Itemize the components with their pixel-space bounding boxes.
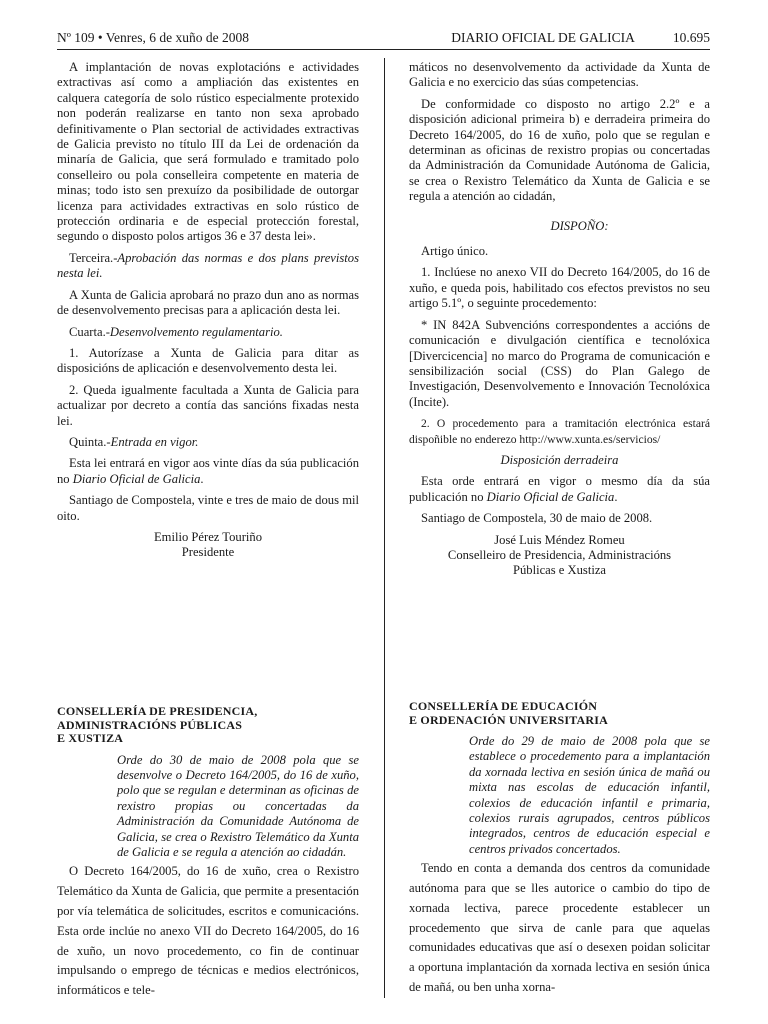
article-heading: Artigo único. xyxy=(421,244,489,259)
order-paragraph-1: O Decreto 164/2005, do 16 de xuño, crea o Rexistro Telemático da Xunta de Galicia, que permite a presentación por vía telemática de solicitudes, escritos e comunicacións. Esta orde inclúe no anexo VII do Decreto 164/2005, do 16 de xuño, un novo procedemento, co fin de continuar impulsando o emprego de técnicas e medios electrónicos, informáticos e tele- xyxy=(57,864,359,998)
journal-title: DIARIO OFICIAL DE GALICIA xyxy=(451,30,635,45)
place-date-2: Santiago de Compostela, 30 de maio de 2008. xyxy=(421,511,653,526)
heading-line-1: CONSELLERÍA DE PRESIDENCIA, xyxy=(57,704,258,718)
left-column-bottom xyxy=(57,705,359,1007)
signature-block xyxy=(57,530,359,561)
order-paragraph-2: De conformidade co disposto no artigo 2.2º e a disposición adicional primeira b) e derradeira primeira do Decreto 164/2005, do 16 de xuño, polo que se regulan e determinan as oficinas de rexistro propias ou concertadas da Administración da Comunidade Autónoma de Galicia, se crea o Rexistro Telemático da Xunta de Galicia e se regula a atención ao cidadán, xyxy=(409,96,710,204)
signatory-name: Emilio Pérez Touriño xyxy=(153,529,262,544)
right-column-top xyxy=(409,60,710,579)
order-paragraph-edu-1: Tendo en conta a demanda dos centros da comunidade autónoma para que se lles autorice o cambio do tipo de xornada lectiva, parece procedente establecer un procedemento que sirva de canle para que aquelas comunidades educativas que así o desexen poidan solicitar a oportuna implantación da xornada lectiva en sesión única de mañá, ou ben unha xorna- xyxy=(409,861,710,995)
heading-line-3: E XUSTIZA xyxy=(57,731,124,745)
signatory-name-2: José Luis Méndez Romeu xyxy=(494,532,625,547)
law-paragraph-2: A Xunta de Galicia aprobará no prazo dun ano as normas de desenvolvemento precisas para a aplicación desta lei. xyxy=(57,287,359,318)
section-heading-presidencia xyxy=(57,705,359,746)
law-paragraph-3: 1. Autorízase a Xunta de Galicia para ditar as disposicións de aplicación e desenvolvemento desta lei. xyxy=(57,345,359,376)
quinta-label: Quinta.- xyxy=(69,434,111,449)
left-column-top xyxy=(57,60,359,561)
heading-line-2: ADMINISTRACIÓNS PÚBLICAS xyxy=(57,717,243,732)
signatory-role-line-2: Públicas e Xustiza xyxy=(512,563,607,578)
order-paragraph-3: 1. Inclúese no anexo VII do Decreto 164/2005, do 16 de xuño, e queda pois, habilitado cos efectos previstos no seu artigo 5.1º, o seguinte procedemento: xyxy=(409,265,710,311)
law-paragraph-1: A implantación de novas explotacións e actividades extractivas así como a ampliación das existentes en calquera categoría de solo rústico especialmente protexido non poderán realizarse en tanto non sexa aprobado definitivamente o Plan sectorial de actividades extractivas de Galicia previsto no título III da Lei de ordenación da minaría de Galicia, que será formulado e tramitado polo conselleiro ou pola conselleira competente en materia de minas; todo isto sen prexuízo da posibilidade de outorgar licenza para actividades extractivas en solo rústico de protección ordinaria e de especial protección forestal, segundo o disposto polos artigos 36 e 37 desta lei». xyxy=(57,60,359,244)
diario-title-2: Diario Oficial de Galicia xyxy=(486,489,615,504)
right-column-bottom xyxy=(409,700,710,1004)
order-paragraph-6-end: . xyxy=(614,489,618,504)
signature-block-2 xyxy=(409,533,710,579)
order-paragraph-5: 2. O procedemento para a tramitación electrónica estará dispoñible no enderezo http://www.xunta.es/servicios/ xyxy=(409,417,710,446)
cuarta-heading xyxy=(57,325,359,340)
order-paragraph-6 xyxy=(409,474,710,505)
law-paragraph-5-text: Esta lei entrará en vigor aos vinte días da súa publicación no xyxy=(57,456,359,486)
law-paragraph-5 xyxy=(57,456,359,487)
header-rule xyxy=(57,49,710,50)
section-heading-educacion xyxy=(409,700,710,727)
order-paragraph-cont: máticos no desenvolvemento da actividade da Xunta de Galicia e no exercicio das súas competencias. xyxy=(409,60,710,90)
issue-date: Nº 109 • Venres, 6 de xuño de 2008 xyxy=(57,30,250,45)
law-paragraph-4: 2. Queda igualmente facultada a Xunta de Galicia para actualizar por decreto a contía das sancións fixadas nesta lei. xyxy=(57,382,359,428)
diario-title: Diario Oficial de Galicia xyxy=(72,471,201,486)
order-paragraph-4: * IN 842A Subvencións correspondentes a accións de comunicación e divulgación científica e tecnolóxica [Divercicencia] no marco do Programa de comunicación e sensibilización social (CSS) do Plan Galego de Investigación, Desenvolvemento e Innovación Tecnolóxica (Incite). xyxy=(409,317,710,409)
dispono-heading: DISPOÑO: xyxy=(550,218,609,233)
order-abstract: Orde do 30 de maio de 2008 pola que se desenvolve o Decreto 164/2005, do 16 de xuño, polo que se regulan e determinan as oficinas de rexistro propias ou concertadas da Administración da Comunidade Autónoma de Galicia, se crea o Rexistro Telemático da Xunta de Galicia e se regula a atención ao cidadán. xyxy=(117,752,359,859)
heading-line-1: CONSELLERÍA DE EDUCACIÓN xyxy=(409,699,598,713)
quinta-heading xyxy=(57,435,359,450)
signatory-role-line-1: Conselleiro de Presidencia, Administracións xyxy=(447,547,672,562)
quinta-title: Entrada en vigor. xyxy=(110,434,199,449)
order-abstract-2: Orde do 29 de maio de 2008 pola que se establece o procedemento para a implantación da xornada lectiva en sesión única de mañá ou mixta nas escolas de educación infantil, colexios de educación infantil e primaria, colexios rurais agrupados, centros públicos integrados, centros de educación especial e centros privados concertados. xyxy=(469,734,710,856)
law-paragraph-5-end: . xyxy=(200,471,204,486)
column-divider xyxy=(384,58,385,998)
terceira-heading xyxy=(57,251,359,282)
cuarta-title: Desenvolvemento regulamentario. xyxy=(109,324,283,339)
place-date: Santiago de Compostela, vinte e tres de maio de dous mil oito. xyxy=(57,493,359,523)
order-paragraph-6-text: Esta orde entrará en vigor o mesmo día da súa publicación no xyxy=(409,474,710,504)
final-provision-heading: Disposición derradeira xyxy=(500,452,619,467)
cuarta-label: Cuarta.- xyxy=(69,324,110,339)
page-number: 10.695 xyxy=(672,30,710,45)
heading-line-2: E ORDENACIÓN UNIVERSITARIA xyxy=(409,712,609,727)
terceira-label: Terceira.- xyxy=(69,250,118,265)
signatory-role: Presidente xyxy=(181,545,235,560)
page-header xyxy=(57,30,710,48)
terceira-title: Aprobación das normas e dos plans previstos nesta lei. xyxy=(57,250,359,281)
